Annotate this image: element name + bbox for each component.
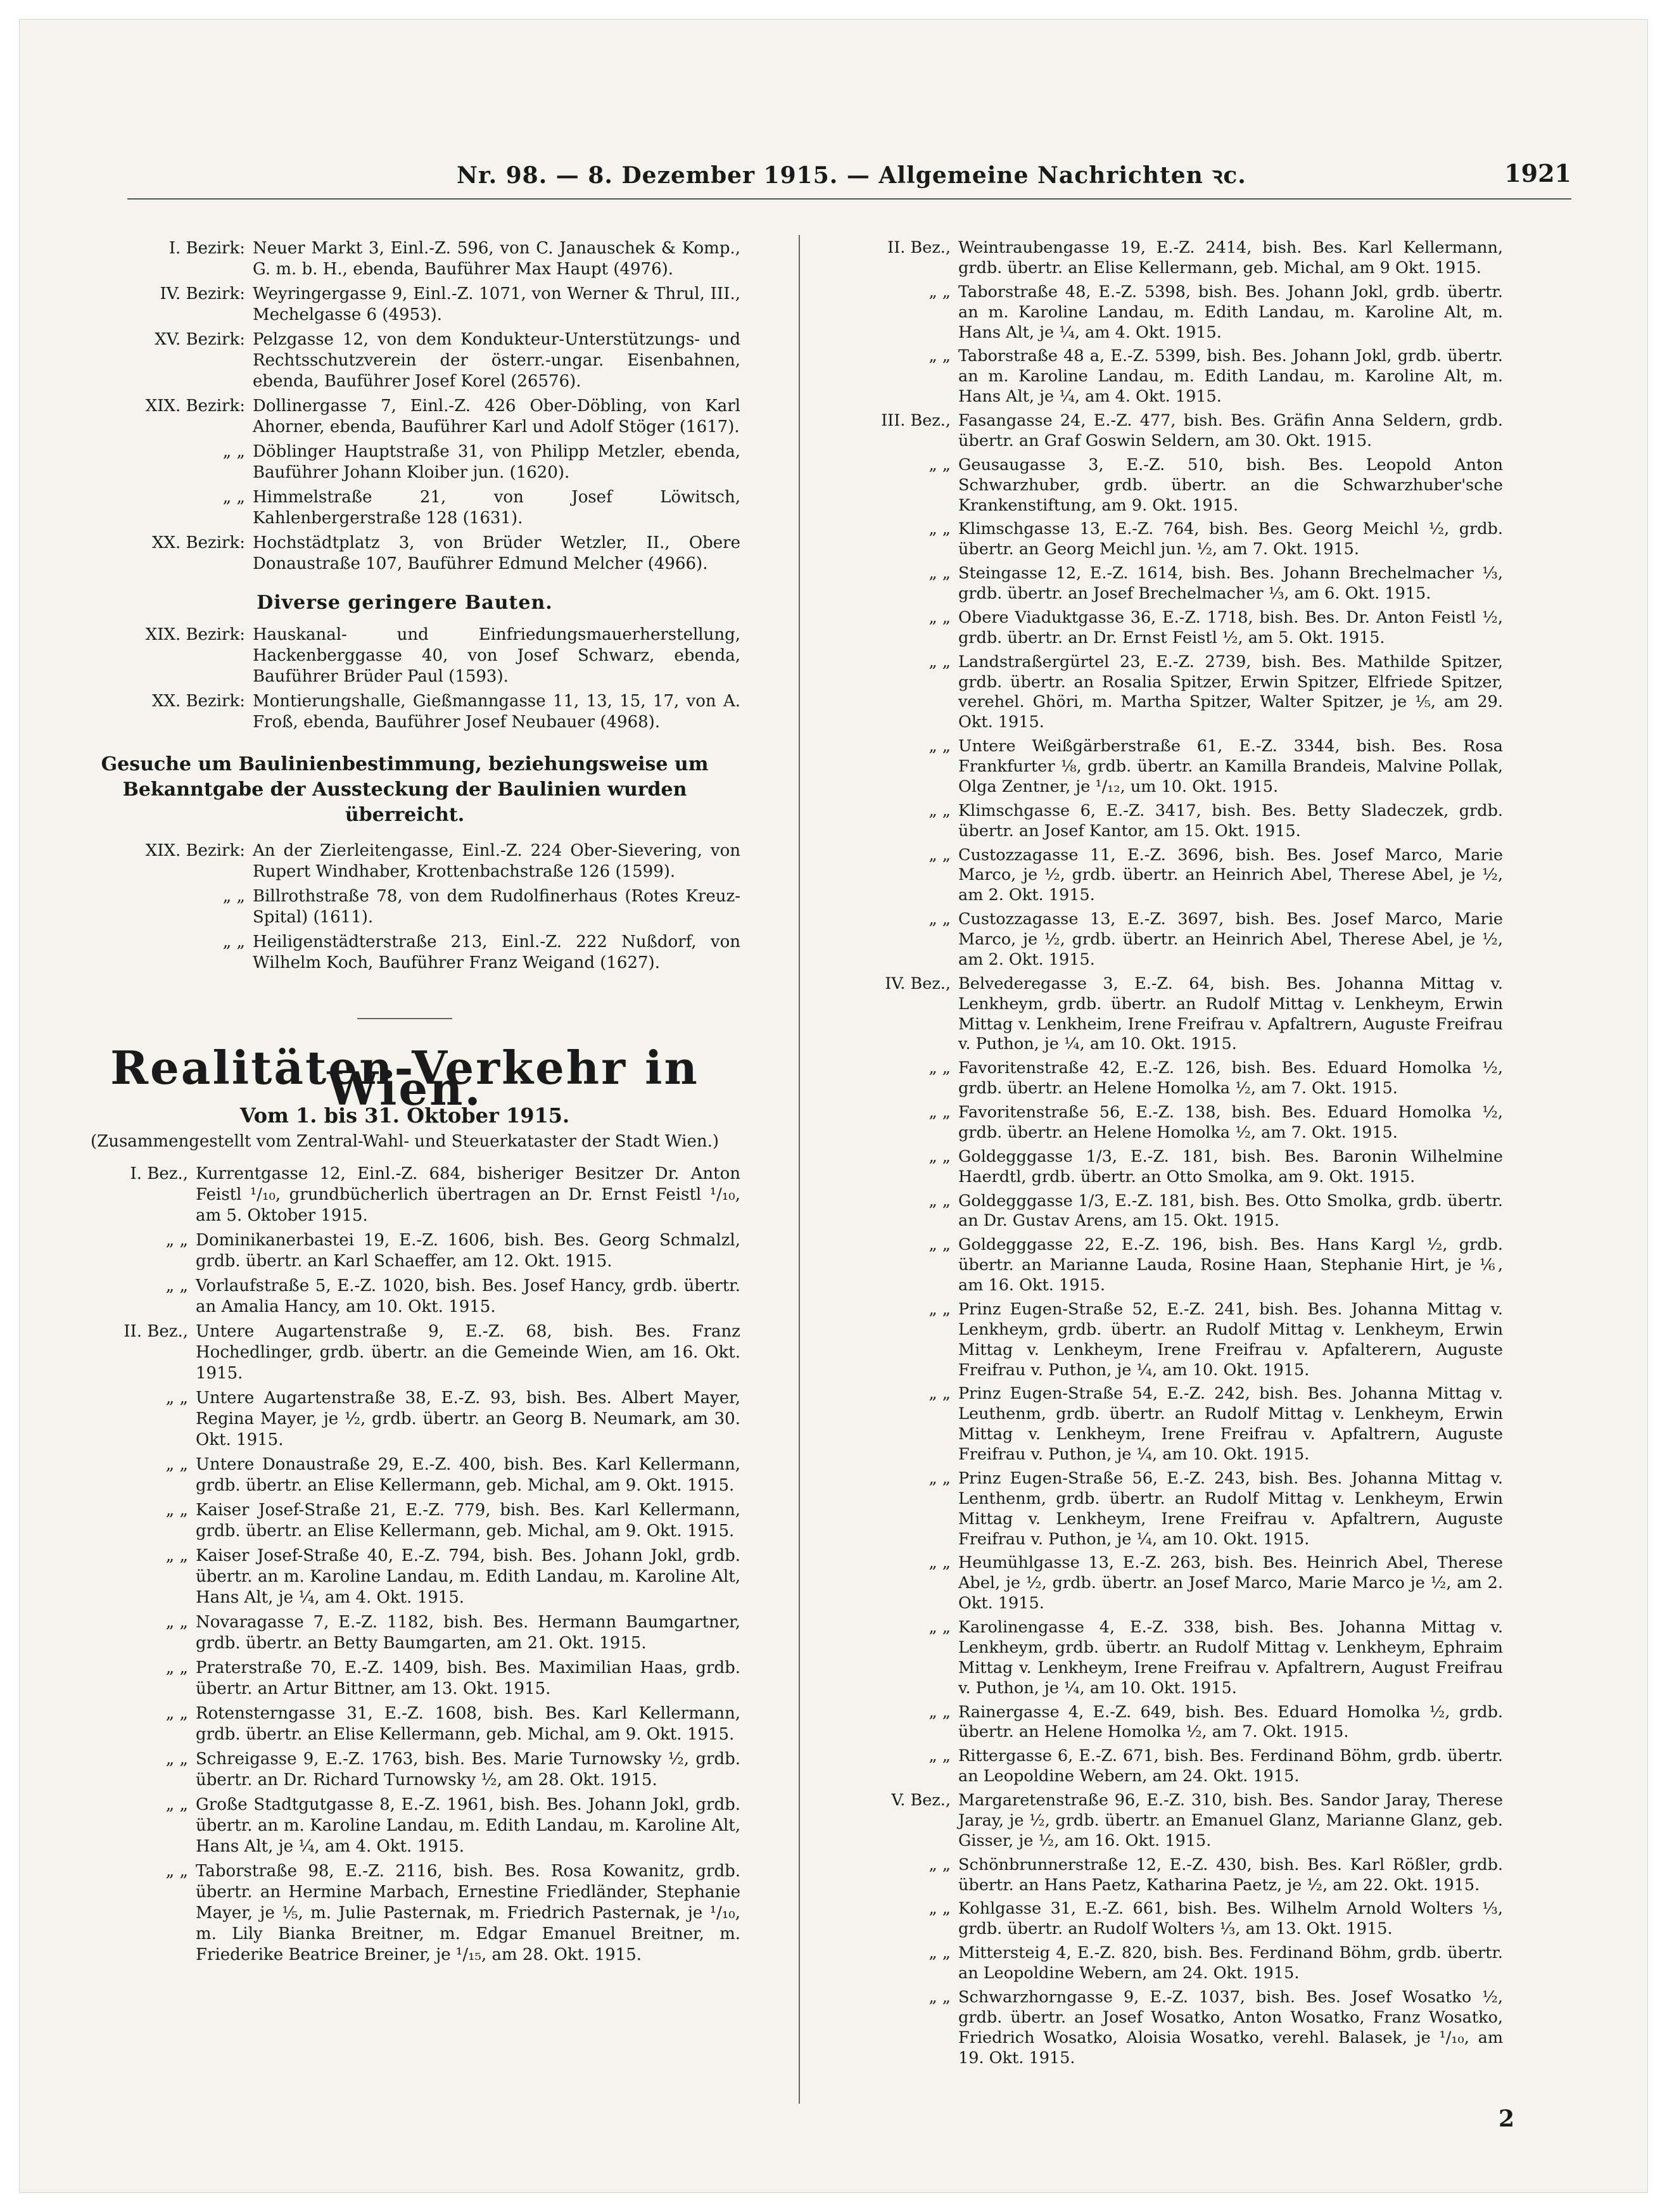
entry-label: XV. Bezirk: bbox=[155, 330, 245, 349]
entry-text: An der Zierleitengasse, Einl.-Z. 224 Ober-Sievering, von Rupert Windhaber, Krottenbachstraße 126 (1599). bbox=[253, 841, 740, 881]
list-item bbox=[832, 846, 1503, 906]
entry-text: Kohlgasse 31, E.-Z. 661, bish. Bes. Wilhelm Arnold Wolters ⅓, grdb. übertr. an Rudolf Wolters ⅓, am 13. Okt. 1915. bbox=[958, 1899, 1503, 1939]
entry-text: Schönbrunnerstraße 12, E.-Z. 430, bish. Bes. Karl Rößler, grdb. übertr. an Hans Paetz, Katharina Paetz, je ½, am 22. Okt. 1915. bbox=[958, 1855, 1503, 1895]
entry-label: „ „ bbox=[929, 1899, 951, 1919]
entry-text: Landstraßergürtel 23, E.-Z. 2739, bish. Bes. Mathilde Spitzer, grdb. übertr. an Rosalia Spitzer, Erwin Spitzer, Elfriede Spitzer, verehel. Ghöri, m. Martha Spitzer, Walter Spitzer, je ⅕, am 29. Okt. 1915. bbox=[958, 652, 1503, 732]
diverse-list bbox=[69, 625, 740, 733]
realitaeten-heading: Realitäten-Verkehr in Wien. bbox=[110, 1041, 699, 1116]
list-item bbox=[832, 1943, 1503, 1984]
list-item bbox=[69, 442, 740, 483]
list-item bbox=[69, 1546, 740, 1608]
entry-label: „ „ bbox=[165, 1231, 188, 1250]
list-item bbox=[832, 1899, 1503, 1940]
list-item bbox=[832, 1235, 1503, 1296]
entry-text: Novaragasse 7, E.-Z. 1182, bish. Bes. Hermann Baumgartner, grdb. übertr. an Betty Baumgarten, am 21. Okt. 1915. bbox=[196, 1613, 740, 1653]
list-item bbox=[832, 411, 1503, 452]
entry-label: XIX. Bezirk: bbox=[145, 397, 245, 416]
entry-text: Fasangasse 24, E.-Z. 477, bish. Bes. Gräfin Anna Seldern, grdb. übertr. an Graf Goswin Seldern, am 30. Okt. 1915. bbox=[958, 411, 1503, 450]
entry-label: „ „ bbox=[929, 1618, 951, 1637]
list-item bbox=[832, 1300, 1503, 1381]
entry-label: „ „ bbox=[929, 1746, 951, 1766]
list-item bbox=[69, 1454, 740, 1496]
entry-text: Dollinergasse 7, Einl.-Z. 426 Ober-Döbling, von Karl Ahorner, ebenda, Bauführer Karl und Adolf Stöger (1617). bbox=[253, 397, 740, 436]
entry-text: Vorlaufstraße 5, E.-Z. 1020, bish. Bes. Josef Hancy, grdb. übertr. an Amalia Hancy, am 10. Okt. 1915. bbox=[196, 1276, 740, 1316]
entry-text: Rotensterngasse 31, E.-Z. 1608, bish. Bes. Karl Kellermann, grdb. übertr. an Elise Kellermann, geb. Michal, am 9. Okt. 1915. bbox=[196, 1704, 740, 1744]
entry-label: „ „ bbox=[165, 1613, 188, 1632]
list-item bbox=[832, 974, 1503, 1055]
list-item bbox=[69, 284, 740, 326]
entry-text: Klimschgasse 13, E.-Z. 764, bish. Bes. Georg Meichl ½, grdb. übertr. an Georg Meichl jun. ½, am 7. Okt. 1915. bbox=[958, 519, 1503, 559]
entry-label: „ „ bbox=[929, 1943, 951, 1963]
list-item bbox=[69, 932, 740, 974]
entry-label: „ „ bbox=[929, 1191, 951, 1211]
entry-label: „ „ bbox=[222, 488, 245, 507]
entry-label: I. Bez., bbox=[130, 1164, 188, 1183]
list-item bbox=[832, 652, 1503, 734]
list-item bbox=[69, 396, 740, 438]
left-column bbox=[69, 238, 740, 1969]
entry-label: XIX. Bezirk: bbox=[145, 625, 245, 644]
list-item bbox=[832, 1058, 1503, 1099]
list-item bbox=[69, 1749, 740, 1791]
entry-label: „ „ bbox=[222, 932, 245, 951]
list-item bbox=[832, 238, 1503, 279]
entry-text: Dominikanerbastei 19, E.-Z. 1606, bish. Bes. Georg Schmalzl, grdb. übertr. an Karl Schaeffer, am 12. Okt. 1915. bbox=[196, 1231, 740, 1271]
list-item bbox=[832, 519, 1503, 560]
section-diverse-heading: Diverse geringere Bauten. bbox=[257, 592, 553, 614]
list-item bbox=[832, 455, 1503, 516]
entry-text: Untere Donaustraße 29, E.-Z. 400, bish. Bes. Karl Kellermann, grdb. übertr. an Elise Kellermann, geb. Michal, am 9. Okt. 1915. bbox=[196, 1455, 740, 1495]
entry-text: Klimschgasse 6, E.-Z. 3417, bish. Bes. Betty Sladeczek, grdb. übertr. an Josef Kantor, am 15. Okt. 1915. bbox=[958, 801, 1503, 841]
entry-text: Untere Weißgärberstraße 61, E.-Z. 3344, bish. Bes. Rosa Frankfurter ⅛, grdb. übertr. an Kamilla Brandeis, Malvine Pollak, Olga Zentner, je ¹/₁₂, um 10. Okt. 1915. bbox=[958, 737, 1503, 796]
column-divider bbox=[799, 235, 800, 2104]
entry-text: Pelzgasse 12, von dem Kondukteur-Unterstützungs- und Rechtsschutzverein der österr.-ungar. Eisenbahnen, ebenda, Bauführer Josef Korel (26576). bbox=[253, 330, 740, 391]
entry-label: „ „ bbox=[929, 282, 951, 302]
entry-label: „ „ bbox=[165, 1546, 188, 1565]
entry-text: Himmelstraße 21, von Josef Löwitsch, Kahlenbergerstraße 128 (1631). bbox=[253, 488, 740, 528]
entry-label: V. Bez., bbox=[891, 1791, 951, 1810]
entry-text: Steingasse 12, E.-Z. 1614, bish. Bes. Johann Brechelmacher ⅓, grdb. übertr. an Josef Brechelmacher ⅓, am 6. Okt. 1915. bbox=[958, 564, 1503, 603]
entry-label: „ „ bbox=[929, 346, 951, 366]
list-item bbox=[69, 1164, 740, 1226]
list-item bbox=[69, 1500, 740, 1542]
entry-label: „ „ bbox=[165, 1389, 188, 1408]
entry-text: Taborstraße 98, E.-Z. 2116, bish. Bes. Rosa Kowanitz, grdb. übertr. an Hermine Marbach, Ernestine Friedländer, Stephanie Mayer, je ⅕, m. Julie Pasternak, m. Friedrich Pasternak, je ¹/₁₀, m. Lily Bianka Breitner, m. Edgar Emanuel Breitner, m. Friederike Beatrice Breiner, je ¹/₁₅, am 28. Okt. 1915. bbox=[196, 1862, 740, 1964]
entry-text: Prinz Eugen-Straße 54, E.-Z. 242, bish. Bes. Johanna Mittag v. Leuthenm, grdb. übertr. an Rudolf Mittag v. Lenkheym, Erwin Mittag v. Lenkheym, Irene Freifrau v. Apfaltrern, Auguste Freifrau v. Puthon, je ¼, am 10. Okt. 1915. bbox=[958, 1384, 1503, 1464]
list-item bbox=[832, 737, 1503, 798]
entry-text: Schreigasse 9, E.-Z. 1763, bish. Bes. Marie Turnowsky ½, grdb. übertr. an Dr. Richard Turnowsky ½, am 28. Okt. 1915. bbox=[196, 1750, 740, 1789]
list-item bbox=[832, 564, 1503, 604]
entry-text: Geusaugasse 3, E.-Z. 510, bish. Bes. Leopold Anton Schwarzhuber, grdb. übertr. an die Schwarzhuber'sche Krankenstiftung, am 9. Okt. 1915. bbox=[958, 455, 1503, 515]
list-item bbox=[832, 1791, 1503, 1852]
list-item bbox=[69, 1861, 740, 1966]
entry-text: Goldegggasse 22, E.-Z. 196, bish. Bes. Hans Kargl ½, grdb. übertr. an Marianne Lauda, Rosine Haan, Stephanie Hirt, je ⅙, am 16. Okt. 1915. bbox=[958, 1235, 1503, 1295]
list-item bbox=[69, 1795, 740, 1857]
entry-text: Custozzagasse 11, E.-Z. 3696, bish. Bes. Josef Marco, Marie Marco, je ½, grdb. übertr. an Heinrich Abel, Therese Abel, je ½, am 2. Okt. 1915. bbox=[958, 845, 1503, 905]
list-item bbox=[69, 841, 740, 882]
entry-text: Heumühlgasse 13, E.-Z. 263, bish. Bes. Heinrich Abel, Therese Abel, je ½, grdb. übertr. an Josef Marco, Marie Marco je ½, am 2. Okt. 1915. bbox=[958, 1553, 1503, 1613]
entry-label: „ „ bbox=[929, 1468, 951, 1488]
entry-label: „ „ bbox=[929, 564, 951, 583]
entry-label: „ „ bbox=[222, 887, 245, 906]
section-rule bbox=[357, 1018, 452, 1019]
entry-text: Große Stadtgutgasse 8, E.-Z. 1961, bish. Bes. Johann Jokl, grdb. übertr. an m. Karoline Landau, m. Edith Landau, m. Karoline Alt, Hans Alt, je ¼, am 4. Okt. 1915. bbox=[196, 1795, 740, 1856]
entry-label: „ „ bbox=[929, 845, 951, 865]
entry-text: Hauskanal- und Einfriedungsmauerherstellung, Hackenberggasse 40, von Josef Schwarz, ebenda, Bauführer Brüder Paul (1593). bbox=[253, 625, 740, 686]
header-rule bbox=[127, 198, 1571, 205]
list-item bbox=[69, 487, 740, 529]
entry-text: Goldegggasse 1/3, E.-Z. 181, bish. Bes. Baronin Wilhelmine Haerdtl, grdb. übertr. an Otto Smolka, am 9. Okt. 1915. bbox=[958, 1147, 1503, 1186]
list-item bbox=[69, 1230, 740, 1272]
page-header bbox=[127, 159, 1571, 203]
entry-text: Kaiser Josef-Straße 21, E.-Z. 779, bish. Bes. Karl Kellermann, grdb. übertr. an Elise Kellermann, geb. Michal, am 9. Okt. 1915. bbox=[196, 1501, 740, 1541]
list-item bbox=[69, 329, 740, 392]
list-item bbox=[69, 1612, 740, 1654]
entry-label: „ „ bbox=[222, 442, 245, 461]
entry-text: Döblinger Hauptstraße 31, von Philipp Metzler, ebenda, Bauführer Johann Kloiber jun. (1620). bbox=[253, 442, 740, 482]
list-item bbox=[69, 1276, 740, 1318]
entry-label: „ „ bbox=[929, 1855, 951, 1874]
list-item bbox=[832, 1746, 1503, 1787]
list-item bbox=[69, 1321, 740, 1384]
section-gesuche-heading: Gesuche um Baulinienbestimmung, beziehungsweise um Bekanntgabe der Aussteckung der Baulinien wurden überreicht. bbox=[101, 753, 709, 826]
entry-label: „ „ bbox=[165, 1795, 188, 1814]
list-item bbox=[832, 1553, 1503, 1614]
list-item bbox=[69, 1658, 740, 1700]
entry-label: „ „ bbox=[165, 1862, 188, 1881]
entry-text: Rittergasse 6, E.-Z. 671, bish. Bes. Ferdinand Böhm, grdb. übertr. an Leopoldine Webern, am 24. Okt. 1915. bbox=[958, 1746, 1503, 1786]
entry-text: Heiligenstädterstraße 213, Einl.-Z. 222 Nußdorf, von Wilhelm Koch, Bauführer Franz Weigand (1627). bbox=[253, 932, 740, 972]
entry-label: „ „ bbox=[929, 1235, 951, 1255]
entry-text: Obere Viaduktgasse 36, E.-Z. 1718, bish. Bes. Dr. Anton Feistl ½, grdb. übertr. an Dr. Ernst Feistl ½, am 5. Okt. 1915. bbox=[958, 607, 1503, 647]
list-item bbox=[832, 346, 1503, 407]
entry-text: Prinz Eugen-Straße 52, E.-Z. 241, bish. Bes. Johanna Mittag v. Lenkheym, grdb. übertr. an Rudolf Mittag v. Lenkheym, Erwin Mittag v. Lenkheym, Irene Freifrau v. Apfalterern, Auguste Freifrau v. Puthon, je ¼, am 10. Okt. 1915. bbox=[958, 1299, 1503, 1380]
header-title: Nr. 98. — 8. Dezember 1915. — Allgemeine Nachrichten ꝛc. bbox=[457, 162, 1246, 189]
list-item bbox=[832, 910, 1503, 970]
gesuche-list bbox=[69, 841, 740, 974]
list-item bbox=[69, 1703, 740, 1745]
entry-text: Untere Augartenstraße 38, E.-Z. 93, bish. Bes. Albert Mayer, Regina Mayer, je ½, grdb. übertr. an Georg B. Neumark, am 30. Okt. 1915. bbox=[196, 1389, 740, 1449]
entry-label: „ „ bbox=[165, 1750, 188, 1769]
entry-label: XX. Bezirk: bbox=[152, 533, 245, 552]
entry-label: „ „ bbox=[165, 1455, 188, 1474]
list-item bbox=[832, 608, 1503, 649]
entry-text: Taborstraße 48 a, E.-Z. 5399, bish. Bes. Johann Jokl, grdb. übertr. an m. Karoline Landau, m. Edith Landau, m. Karoline Alt, m. Hans Alt, je ¼, am 4. Okt. 1915. bbox=[958, 346, 1503, 407]
entry-label: „ „ bbox=[929, 1702, 951, 1722]
entry-text: Kurrentgasse 12, Einl.-Z. 684, bisheriger Besitzer Dr. Anton Feistl ¹/₁₀, grundbücherlich übertragen an Dr. Ernst Feistl ¹/₁₀, am 5. Oktober 1915. bbox=[196, 1164, 740, 1225]
entry-text: Prinz Eugen-Straße 56, E.-Z. 243, bish. Bes. Johanna Mittag v. Lenthenm, grdb. übertr. an Rudolf Mittag v. Lenkheym, Erwin Mittag v. Lenkheym, Irene Freifrau v. Apfaltrern, Auguste Freifrau v. Puthon, je ¼, am 10. Okt. 1915. bbox=[958, 1468, 1503, 1549]
entry-label: „ „ bbox=[929, 1384, 951, 1404]
entry-text: Margaretenstraße 96, E.-Z. 310, bish. Bes. Sandor Jaray, Therese Jaray, je ½, grdb. übertr. an Emanuel Glanz, Marianne Glanz, geb. Gisser, je ½, am 16. Okt. 1915. bbox=[958, 1791, 1503, 1850]
entry-label: „ „ bbox=[165, 1276, 188, 1295]
entry-text: Billrothstraße 78, von dem Rudolfinerhaus (Rotes Kreuz-Spital) (1611). bbox=[253, 887, 740, 927]
entry-label: „ „ bbox=[165, 1501, 188, 1520]
entry-text: Kaiser Josef-Straße 40, E.-Z. 794, bish. Bes. Johann Jokl, grdb. übertr. an m. Karoline Landau, m. Edith Landau, m. Karoline Alt, Hans Alt, je ¼, am 4. Okt. 1915. bbox=[196, 1546, 740, 1607]
entry-label: „ „ bbox=[929, 1553, 951, 1573]
list-item bbox=[832, 1618, 1503, 1699]
entry-text: Untere Augartenstraße 9, E.-Z. 68, bish. Bes. Franz Hochedlinger, grdb. übertr. an die Gemeinde Wien, am 16. Okt. 1915. bbox=[196, 1322, 740, 1383]
list-item bbox=[832, 1384, 1503, 1465]
list-item bbox=[832, 1103, 1503, 1143]
entry-text: Custozzagasse 13, E.-Z. 3697, bish. Bes. Josef Marco, Marie Marco, je ½, grdb. übertr. an Heinrich Abel, Therese Abel, je ½, am 2. Okt. 1915. bbox=[958, 910, 1503, 969]
entry-text: Neuer Markt 3, Einl.-Z. 596, von C. Janauschek & Komp., G. m. b. H., ebenda, Bauführer Max Haupt (4976). bbox=[253, 239, 740, 279]
entry-label: „ „ bbox=[929, 607, 951, 627]
list-item bbox=[832, 1192, 1503, 1232]
sheet-number: 2 bbox=[1498, 2106, 1514, 2132]
entry-label: „ „ bbox=[929, 1058, 951, 1078]
list-item bbox=[832, 1469, 1503, 1550]
entry-text: Praterstraße 70, E.-Z. 1409, bish. Bes. Maximilian Haas, grdb. übertr. an Artur Bittner, am 13. Okt. 1915. bbox=[196, 1658, 740, 1698]
entry-label: XX. Bezirk: bbox=[152, 692, 245, 711]
entry-text: Montierungshalle, Gießmanngasse 11, 13, 15, 17, von A. Froß, ebenda, Bauführer Josef Neubauer (4968). bbox=[253, 692, 740, 732]
entry-text: Schwarzhorngasse 9, E.-Z. 1037, bish. Bes. Josef Wosatko ½, grdb. übertr. an Josef Wosatko, Anton Wosatko, Franz Wosatko, Friedrich Wosatko, Aloisia Wosatko, verehl. Balasek, je ¹/₁₀, am 19. Okt. 1915. bbox=[958, 1987, 1503, 2068]
list-item bbox=[69, 625, 740, 687]
list-item bbox=[69, 1388, 740, 1451]
list-item bbox=[69, 533, 740, 575]
entry-label: „ „ bbox=[165, 1658, 188, 1677]
list-item bbox=[832, 1855, 1503, 1896]
entry-label: IV. Bez., bbox=[885, 974, 951, 993]
entry-label: IV. Bezirk: bbox=[160, 284, 245, 303]
entry-text: Taborstraße 48, E.-Z. 5398, bish. Bes. Johann Jokl, grdb. übertr. an m. Karoline Landau, m. Edith Landau, m. Karoline Alt, m. Hans Alt, je ¼, am 4. Okt. 1915. bbox=[958, 282, 1503, 342]
entry-text: Weyringergasse 9, Einl.-Z. 1071, von Werner & Thrul, III., Mechelgasse 6 (4953). bbox=[253, 284, 740, 324]
realitaeten-right-list bbox=[832, 238, 1503, 2068]
entry-label: III. Bez., bbox=[881, 411, 951, 430]
entry-label: „ „ bbox=[929, 1147, 951, 1166]
list-item bbox=[69, 691, 740, 733]
entry-text: Karolinengasse 4, E.-Z. 338, bish. Bes. Johanna Mittag v. Lenkheym, grdb. übertr. an Rudolf Mittag v. Lenkheym, Ephraim Mittag v. Lenkheym, Irene Freifrau v. Apfaltrern, August Freifrau v. Puthon, je ¼, am 10. Okt. 1915. bbox=[958, 1618, 1503, 1698]
entry-label: I. Bezirk: bbox=[168, 239, 245, 258]
entry-label: „ „ bbox=[165, 1704, 188, 1723]
list-item bbox=[832, 801, 1503, 842]
entry-label: „ „ bbox=[929, 1987, 951, 2007]
list-item bbox=[832, 1703, 1503, 1743]
entry-label: „ „ bbox=[929, 455, 951, 474]
list-item bbox=[832, 1988, 1503, 2069]
entry-text: Favoritenstraße 56, E.-Z. 138, bish. Bes. Eduard Homolka ½, grdb. übertr. an Helene Homolka ½, am 7. Okt. 1915. bbox=[958, 1103, 1503, 1142]
entry-text: Mittersteig 4, E.-Z. 820, bish. Bes. Ferdinand Böhm, grdb. übertr. an Leopoldine Webern, am 24. Okt. 1915. bbox=[958, 1943, 1503, 1983]
building-permits-list bbox=[69, 238, 740, 575]
entry-text: Rainergasse 4, E.-Z. 649, bish. Bes. Eduard Homolka ½, grdb. übertr. an Helene Homolka ½, am 7. Okt. 1915. bbox=[958, 1702, 1503, 1742]
list-item bbox=[832, 1147, 1503, 1188]
entry-text: Hochstädtplatz 3, von Brüder Wetzler, II., Obere Donaustraße 107, Bauführer Edmund Melcher (4966). bbox=[253, 533, 740, 573]
entry-label: II. Bez., bbox=[124, 1322, 188, 1341]
entry-label: II. Bez., bbox=[887, 238, 951, 257]
entry-text: Weintraubengasse 19, E.-Z. 2414, bish. Bes. Karl Kellermann, grdb. übertr. an Elise Kellermann, geb. Michal, am 9 Okt. 1915. bbox=[958, 238, 1503, 277]
entry-label: „ „ bbox=[929, 737, 951, 756]
entry-label: „ „ bbox=[929, 1103, 951, 1122]
entry-label: „ „ bbox=[929, 519, 951, 539]
realitaeten-left-list bbox=[69, 1164, 740, 1966]
entry-label: „ „ bbox=[929, 801, 951, 820]
realitaeten-source: (Zusammengestellt vom Zentral-Wahl- und Steuerkataster der Stadt Wien.) bbox=[90, 1132, 719, 1151]
header-page-number: 1921 bbox=[1504, 159, 1571, 188]
entry-label: XIX. Bezirk: bbox=[145, 841, 245, 860]
right-column bbox=[832, 238, 1503, 2072]
entry-label: „ „ bbox=[929, 910, 951, 929]
realitaeten-dateline: Vom 1. bis 31. Oktober 1915. bbox=[239, 1103, 570, 1128]
list-item bbox=[69, 886, 740, 928]
entry-label: „ „ bbox=[929, 652, 951, 671]
list-item bbox=[832, 283, 1503, 343]
newspaper-page bbox=[19, 19, 1648, 2193]
entry-text: Goldegggasse 1/3, E.-Z. 181, bish. Bes. Otto Smolka, grdb. übertr. an Dr. Gustav Arens, am 15. Okt. 1915. bbox=[958, 1191, 1503, 1231]
entry-text: Favoritenstraße 42, E.-Z. 126, bish. Bes. Eduard Homolka ½, grdb. übertr. an Helene Homolka ½, am 7. Okt. 1915. bbox=[958, 1058, 1503, 1098]
entry-label: „ „ bbox=[929, 1299, 951, 1319]
entry-text: Belvederegasse 3, E.-Z. 64, bish. Bes. Johanna Mittag v. Lenkheym, grdb. übertr. an Rudolf Mittag v. Lenkheym, Erwin Mittag v. Lenkheim, Irene Freifrau v. Apfaltrern, Auguste Freifrau v. Puthon, je ¼, am 10. Okt. 1915. bbox=[958, 974, 1503, 1054]
list-item bbox=[69, 238, 740, 280]
